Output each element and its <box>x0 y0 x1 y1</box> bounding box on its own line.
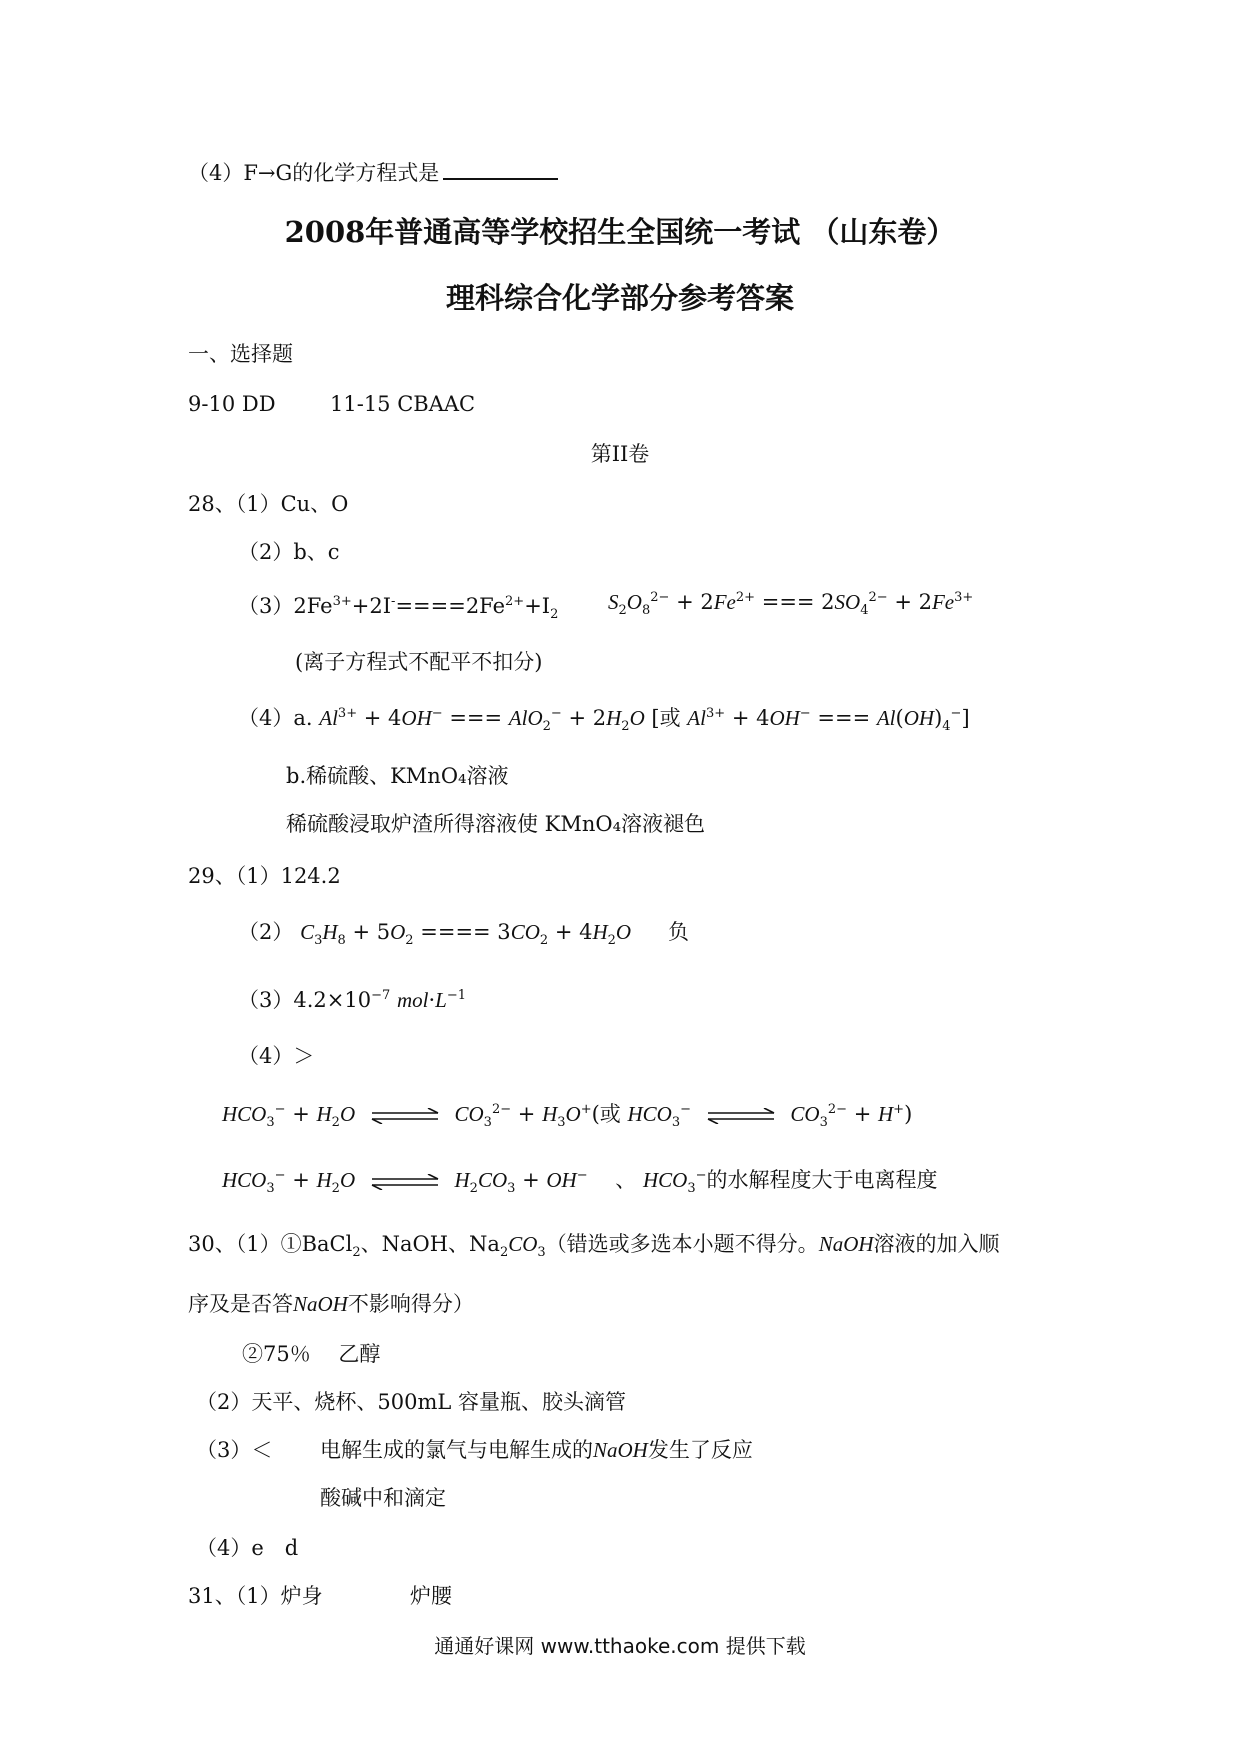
q30-part3-method: 酸碱中和滴定 <box>320 1486 446 1510</box>
section-1-heading: 一、选择题 <box>188 342 293 366</box>
equation-1: $2Fe^{3+}+2I^-====2Fe^{2+}+I_2$ <box>293 594 559 623</box>
equation-4: $C_3H_8 + 5O_2$ ==== $3CO_2 + 4H_2O$ <box>300 920 632 949</box>
q30-p1-l2a: 序及是否答 <box>188 1292 293 1316</box>
page-subtitle: 理科综合化学部分参考答案 <box>445 281 794 315</box>
q29-part3 <box>238 986 466 1014</box>
q4-text: （4）F→G的化学方程式是 <box>188 161 440 185</box>
q29-part1: 29、（1）124.2 <box>188 864 341 888</box>
equilibrium-1: $HCO_3^- + H_2O$ $CO_3^{2-} + H_3O^+$(或 $HCO_3^-$ $CO_3^{2-} + H^+$) <box>222 1102 913 1131</box>
q30-part4: （4）e d <box>196 1536 299 1560</box>
equilibrium-arrow-icon <box>370 1108 440 1124</box>
q28-part3 <box>238 592 559 623</box>
section-2-heading: 第II卷 <box>590 442 650 466</box>
q30-p3a: 电解生成的氯气与电解生成的 <box>320 1438 593 1462</box>
q30-part3-reason: 电解生成的氯气与电解生成的NaOH发生了反应 <box>320 1438 753 1462</box>
q31-part1: 31、（1）炉身 <box>188 1584 323 1608</box>
concentration: $4.2\times 10^{-7}$ $mol\cdot L^{-1}$ <box>293 988 466 1012</box>
q31-part1-b: 炉腰 <box>410 1584 452 1608</box>
q30-p1-l2b: 不影响得分） <box>347 1292 474 1316</box>
q28-p3-label: （3） <box>238 594 294 618</box>
q30-p3b: 发生了反应 <box>647 1438 753 1462</box>
q29-p3-label: （3） <box>238 988 294 1012</box>
q28-part4b-line2: 稀硫酸浸取炉渣所得溶液使 KMnO₄溶液褪色 <box>286 812 706 836</box>
equation-2: $S_2O_8^{2-} + 2Fe^{2+}$ === $2SO_4^{2-} + 2Fe^{3+}$ <box>608 590 974 619</box>
q29-sign: 负 <box>668 920 689 944</box>
q28-part4a <box>238 704 970 735</box>
q29-p2-label: （2） <box>238 920 294 944</box>
q28-part1: 28、（1）Cu、O <box>188 492 349 516</box>
q30-p1-note: （错选或多选本小题不得分。 <box>545 1232 819 1256</box>
q30-part1-line1: 30、（1）①BaCl$_2$、NaOH、$Na_2CO_3$（错选或多选本小题不得分。NaOH溶液的加入顺 <box>188 1232 1000 1261</box>
page-title: 2008年普通高等学校招生全国统一考试 （山东卷） <box>284 215 956 249</box>
q30-p1-prefix: 30、（1）①BaCl <box>188 1232 353 1256</box>
q30-part1-line2: 序及是否答NaOH不影响得分） <box>188 1292 474 1316</box>
footer-credit: 通通好课网 www.tthaoke.com 提供下载 <box>434 1634 806 1658</box>
answer-blank <box>443 158 558 180</box>
q29-part2 <box>238 918 632 949</box>
mc-answers-1: 9-10 DD <box>188 392 276 416</box>
q30-part3-label: （3）＜ <box>196 1438 273 1462</box>
equilibrium-arrow-icon <box>706 1108 776 1124</box>
equilibrium-2: $HCO_3^- + H_2O$ $H_2CO_3 + OH^-$ 、 $HCO_3^-$的水解程度大于电离程度 <box>222 1168 938 1197</box>
question-4-line <box>188 158 558 187</box>
equation-3: $Al^{3+} + 4OH^-$ === $AlO_2^- + 2H_2O$ [或 $Al^{3+} + 4OH^-$ === $Al(OH)_4^-$] <box>319 706 970 735</box>
q28-p4-label: （4）a. <box>238 706 313 730</box>
q29-part4: （4）＞ <box>238 1044 315 1068</box>
q29-hydrolysis-note: 的水解程度大于电离程度 <box>706 1168 938 1192</box>
mc-answers-2: 11-15 CBAAC <box>330 392 476 416</box>
equilibrium-arrow-icon <box>370 1174 440 1190</box>
q30-part2: （2）天平、烧杯、500mL 容量瓶、胶头滴管 <box>196 1390 626 1414</box>
q30-p1-tail: 溶液的加入顺 <box>873 1232 1000 1256</box>
q28-part2: （2）b、c <box>238 540 340 564</box>
q28-part4b-line1: b.稀硫酸、KMnO₄溶液 <box>286 764 509 788</box>
q28-note: (离子方程式不配平不扣分) <box>295 650 543 674</box>
q30-part1-2: ②75％ 乙醇 <box>242 1342 381 1366</box>
